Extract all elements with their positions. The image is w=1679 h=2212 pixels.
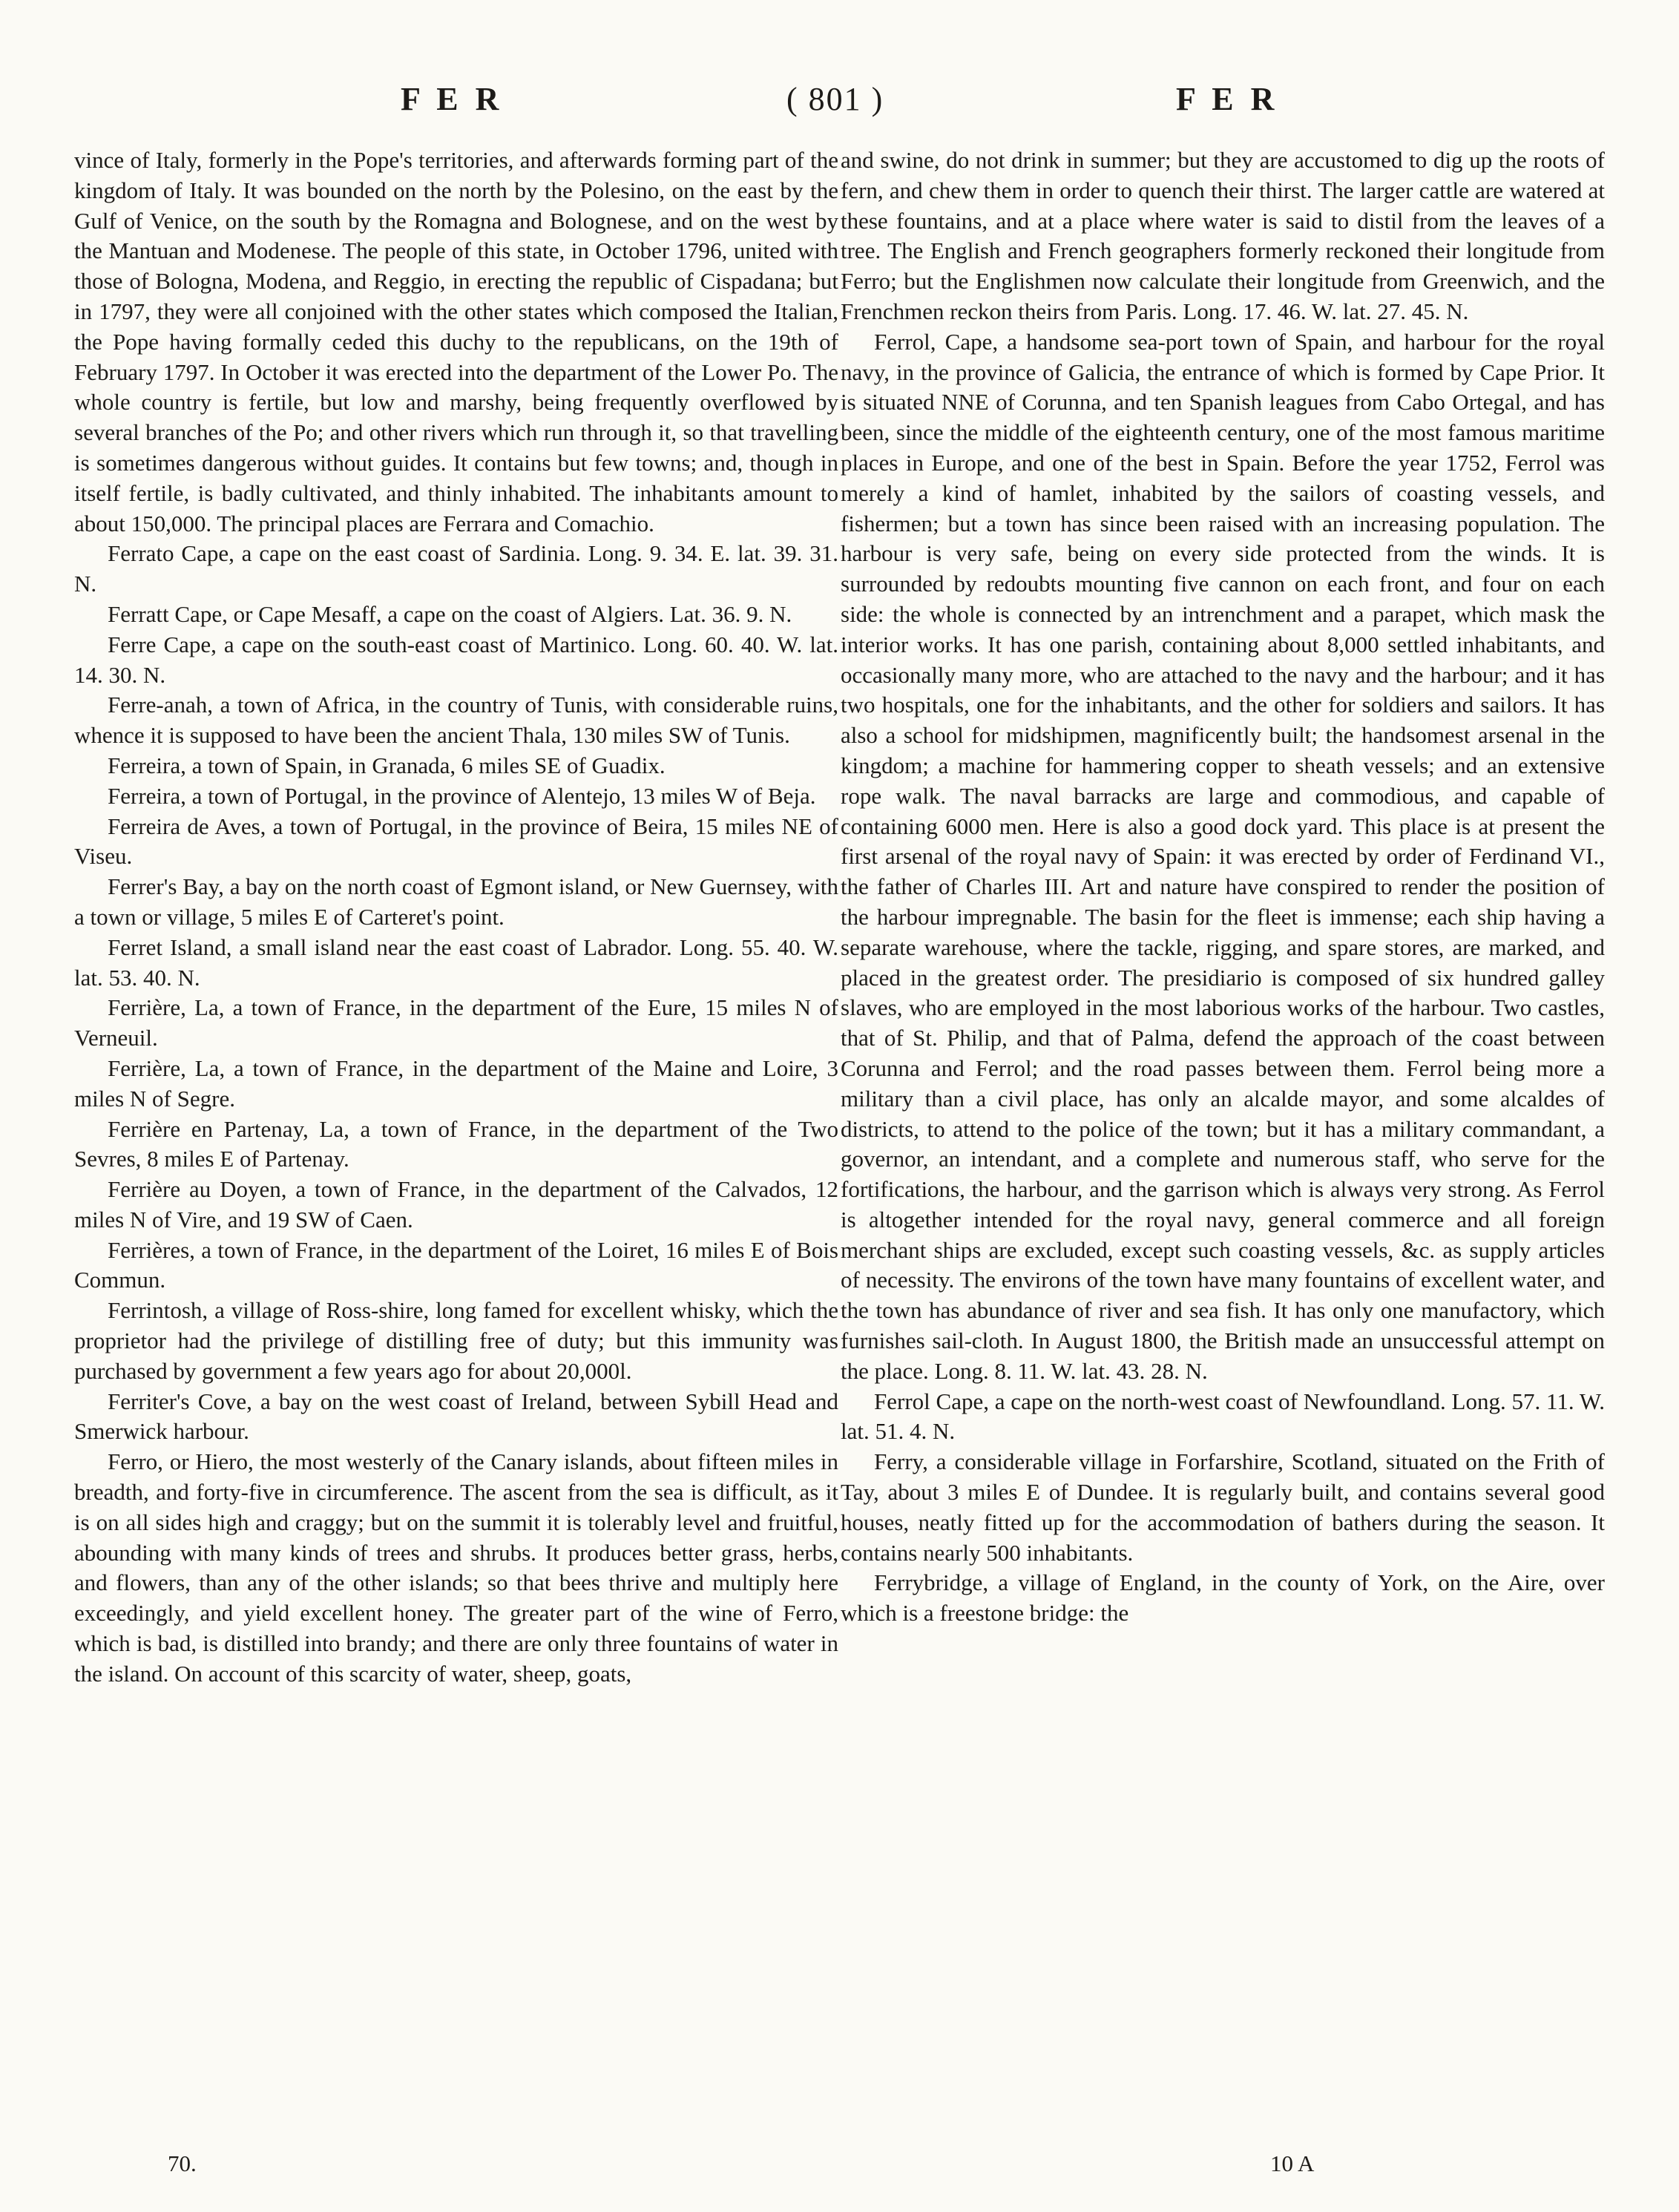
entry-paragraph: Ferrol Cape, a cape on the north-west coast of Newfoundland. Long. 57. 11. W. lat. 51. 4. N. (841, 1388, 1605, 1445)
entry-paragraph: Ferrière en Partenay, La, a town of France, in the department of the Two Sevres, 8 miles E of Partenay. (74, 1115, 838, 1172)
entry-paragraph: Ferreira de Aves, a town of Portugal, in the province of Beira, 15 miles NE of Viseu. (74, 813, 838, 870)
entry-paragraph: Ferrière, La, a town of France, in the department of the Eure, 15 miles N of Verneuil. (74, 994, 838, 1051)
entry-paragraph: Ferrières, a town of France, in the department of the Loiret, 16 miles E of Bois Commun. (74, 1236, 838, 1293)
entry-paragraph: Ferrière, La, a town of France, in the department of the Maine and Loire, 3 miles N of Segre. (74, 1054, 838, 1112)
entry-paragraph: Ferre Cape, a cape on the south-east coast of Martinico. Long. 60. 40. W. lat. 14. 30. N. (74, 631, 838, 688)
entry-paragraph: Ferreira, a town of Portugal, in the province of Alentejo, 13 miles W of Beja. (108, 782, 816, 809)
entry-paragraph: Ferreira, a town of Spain, in Granada, 6 miles SE of Guadix. (108, 752, 666, 778)
right-column (841, 145, 1605, 1629)
entry-paragraph: vince of Italy, formerly in the Pope's territories, and afterwards forming part of the kingdom of Italy. It was bounded on the north by the Polesino, on the east by the Gulf of Venice, on the south by the Romagna and Bolognese, and on the west by the Mantuan and Modenese. The people of this state, in October 1796, united with those of Bologna, Modena, and Reggio, in erecting the republic of Cispadana; but in 1797, they were all conjoined with the other states which composed the Italian, the Pope having formally ceded this duchy to the republicans, on the 19th of February 1797. In October it was erected into the department of the Lower Po. The whole country is fertile, but low and marshy, being frequently overflowed by several branches of the Po; and other rivers which run through it, so that travelling is sometimes dangerous without guides. It contains but few towns; and, though in itself fertile, is badly cultivated, and thinly inhabited. The inhabitants amount to about 150,000. The principal places are Ferrara and Comachio. (74, 147, 838, 536)
entry-paragraph: Ferratt Cape, or Cape Mesaff, a cape on the coast of Algiers. Lat. 36. 9. N. (108, 600, 792, 627)
entry-paragraph: Ferre-anah, a town of Africa, in the country of Tunis, with considerable ruins, whence it is supposed to have been the ancient Thala, 130 miles SW of Tunis. (74, 692, 838, 749)
entry-paragraph: Ferrintosh, a village of Ross-shire, long famed for excellent whisky, which the proprietor had the privilege of distilling free of duty; but this immunity was purchased by government a few years ago for about 20,000l. (74, 1297, 838, 1384)
entry-paragraph: and swine, do not drink in summer; but they are accustomed to dig up the roots of fern, and chew them in order to quench their thirst. The larger cattle are watered at these fountains, and at a place where water is said to distil from the leaves of a tree. The English and French geographers formerly reckoned their longitude from Ferro; but the Englishmen now calculate their longitude from Greenwich, and the Frenchmen reckon theirs from Paris. Long. 17. 46. W. lat. 27. 45. N. (841, 147, 1605, 324)
header-right-word: F E R (1176, 81, 1279, 117)
entry-paragraph: Ferrer's Bay, a bay on the north coast of Egmont island, or New Guernsey, with a town or village, 5 miles E of Carteret's point. (74, 873, 838, 930)
running-header (0, 80, 1679, 125)
left-column (74, 145, 838, 1690)
entry-paragraph: Ferrol, Cape, a handsome sea-port town of Spain, and harbour for the royal navy, in the province of Galicia, the entrance of which is formed by Cape Prior. It is situated NNE of Corunna, and ten Spanish leagues from Cabo Ortegal, and has been, since the middle of the eighteenth century, one of the most famous maritime places in Europe, and one of the best in Spain. Before the year 1752, Ferrol was merely a kind of hamlet, inhabited by the sailors of coasting vessels, and fishermen; but a town has since been raised with an increasing population. The harbour is very safe, being on every side protected from the winds. It is surrounded by redoubts mounting five cannon on each front, and four on each side: the whole is connected by an intrenchment and a parapet, which mask the interior works. It has one parish, containing about 8,000 settled inhabitants, and occasionally many more, who are attached to the navy and the harbour; and it has two hospitals, one for the inhabitants, and the other for soldiers and sailors. It has also a school for midshipmen, magnificently built; the handsomest arsenal in the kingdom; a machine for hammering copper to sheath vessels; and an extensive rope walk. The naval barracks are large and commodious, and capable of containing 6000 men. Here is also a good dock yard. This place is at present the first arsenal of the royal navy of Spain: it was erected by order of Ferdinand VI., the father of Charles III. Art and nature have conspired to render the position of the harbour impregnable. The basin for the fleet is immense; each ship having a separate warehouse, where the tackle, rigging, and spare stores, are marked, and placed in the greatest order. The presidiario is composed of six hundred galley slaves, who are employed in the most laborious works of the harbour. Two castles, that of St. Philip, and that of Palma, defend the approach of the coast between Corunna and Ferrol; and the road passes between them. Ferrol being more a military than a civil place, has only an alcalde mayor, and some alcaldes of districts, to attend to the police of the town; but it has a military commandant, a governor, an intendant, and a complete and numerous staff, who serve for the fortifications, the harbour, and the garrison which is always very strong. As Ferrol is altogether intended for the royal navy, general commerce and all foreign merchant ships are excluded, except such coasting vessels, &c. as supply articles of necessity. The environs of the town have many fountains of excellent water, and the town has abundance of river and sea fish. It has only one manufactory, which furnishes sail-cloth. In August 1800, the British made an unsuccessful attempt on the place. Long. 8. 11. W. lat. 43. 28. N. (841, 328, 1605, 1384)
page-number: ( 801 ) (786, 81, 884, 117)
entry-paragraph: Ferro, or Hiero, the most westerly of the Canary islands, about fifteen miles in breadth, and forty-five in circumference. The ascent from the sea is difficult, as it is on all sides high and craggy; but on the summit it is tolerably level and fruitful, abounding with many kinds of trees and shrubs. It produces better grass, herbs, and flowers, than any of the other islands; so that bees thrive and multiply here exceedingly, and yield excellent honey. The greater part of the wine of Ferro, which is bad, is distilled into brandy; and there are only three fountains of water in the island. On account of this scarcity of water, sheep, goats, (74, 1448, 838, 1687)
entry-paragraph: Ferret Island, a small island near the east coast of Labrador. Long. 55. 40. W. lat. 53. 40. N. (74, 933, 838, 991)
sheet-mark: 10 A (1270, 2150, 1315, 2176)
entry-paragraph: Ferriter's Cove, a bay on the west coast of Ireland, between Sybill Head and Smerwick harbour. (74, 1388, 838, 1445)
header-left-word: F E R (401, 81, 504, 117)
signature-mark: 70. (168, 2150, 197, 2176)
entry-paragraph: Ferrière au Doyen, a town of France, in the department of the Calvados, 12 miles N of Vire, and 19 SW of Caen. (74, 1176, 838, 1233)
entry-paragraph: Ferrybridge, a village of England, in the county of York, on the Aire, over which is a freestone bridge: the (841, 1569, 1605, 1627)
entry-paragraph: Ferry, a considerable village in Forfarshire, Scotland, situated on the Frith of Tay, about 3 miles E of Dundee. It is regularly built, and contains several good houses, neatly fitted up for the accommodation of bathers during the season. It contains nearly 500 inhabitants. (841, 1448, 1605, 1566)
entry-paragraph: Ferrato Cape, a cape on the east coast of Sardinia. Long. 9. 34. E. lat. 39. 31. N. (74, 540, 838, 597)
